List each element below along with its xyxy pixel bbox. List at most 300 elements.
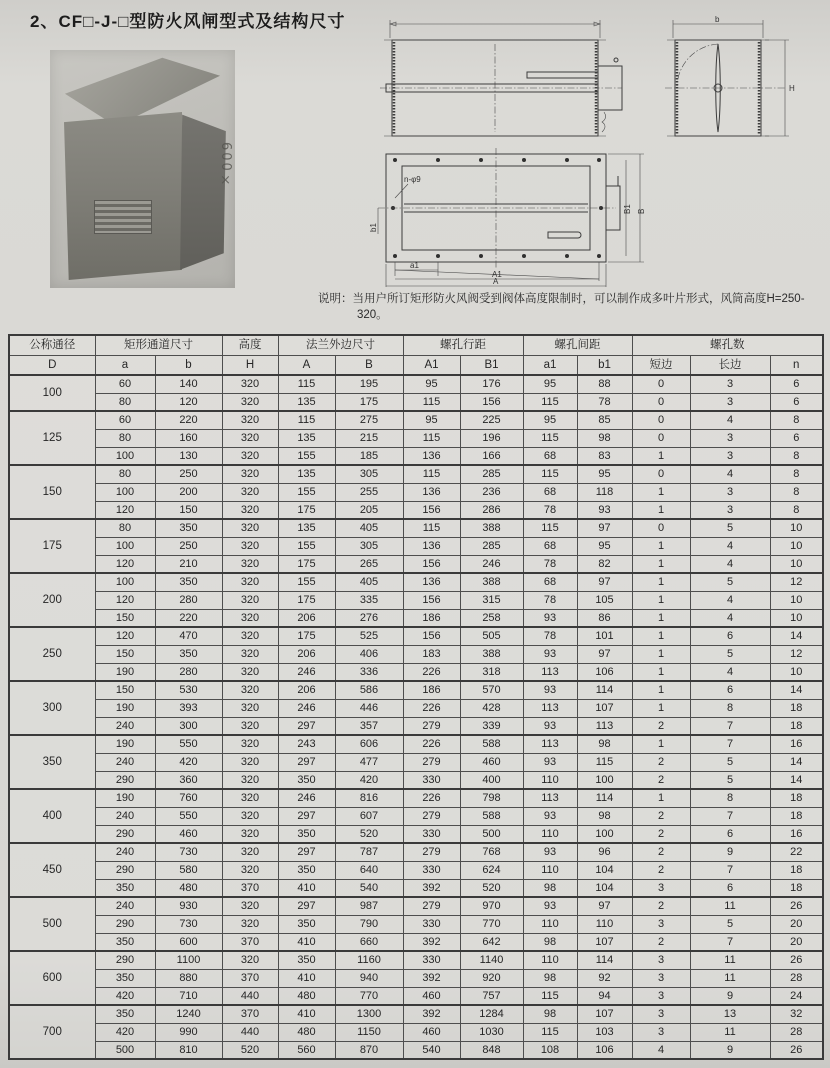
table-cell: 1140 xyxy=(460,951,523,969)
table-cell: 8 xyxy=(690,789,770,807)
table-cell: 320 xyxy=(222,825,278,843)
table-cell: 95 xyxy=(403,375,460,393)
table-cell: 770 xyxy=(335,987,403,1005)
table-cell: 290 xyxy=(95,951,155,969)
table-cell: 114 xyxy=(577,951,632,969)
table-cell: 18 xyxy=(770,861,823,879)
table-cell: 115 xyxy=(577,753,632,771)
table-cell: 98 xyxy=(577,735,632,753)
table-cell: 410 xyxy=(278,933,335,951)
table-cell: 246 xyxy=(278,663,335,681)
table-cell: 1 xyxy=(632,735,690,753)
table-cell: 2 xyxy=(632,897,690,915)
table-cell: 186 xyxy=(403,609,460,627)
table-cell: 285 xyxy=(460,465,523,483)
table-cell: 18 xyxy=(770,807,823,825)
cell-nominal-diameter: 450 xyxy=(9,843,95,897)
table-cell: 297 xyxy=(278,753,335,771)
table-cell: 68 xyxy=(523,573,577,591)
table-cell: 8 xyxy=(770,411,823,429)
table-cell: 1 xyxy=(632,501,690,519)
table-cell: 101 xyxy=(577,627,632,645)
table-cell: 115 xyxy=(523,1023,577,1041)
table-cell: 350 xyxy=(278,915,335,933)
product-photo xyxy=(50,50,235,288)
column-group-header: 公称通径 xyxy=(9,335,95,355)
table-cell: 520 xyxy=(460,879,523,897)
table-cell: 190 xyxy=(95,663,155,681)
table-cell: 250 xyxy=(155,465,222,483)
column-group-header: 法兰外边尺寸 xyxy=(278,335,403,355)
table-cell: 95 xyxy=(577,537,632,555)
note-text: 当用户所订矩形防火风阀受到阀体高度限制时，可以制作成多叶片形式，风筒高度H=250-320。 xyxy=(352,293,805,321)
table-cell: 770 xyxy=(460,915,523,933)
dim-label-A: A xyxy=(493,277,499,286)
table-cell: 93 xyxy=(523,645,577,663)
table-cell: 11 xyxy=(690,951,770,969)
dimension-table-body xyxy=(9,375,823,1059)
table-cell: 240 xyxy=(95,717,155,735)
table-row xyxy=(9,663,823,681)
table-cell: 388 xyxy=(460,573,523,591)
table-cell: 757 xyxy=(460,987,523,1005)
table-cell: 78 xyxy=(577,393,632,411)
table-cell: 6 xyxy=(690,825,770,843)
table-cell: 480 xyxy=(278,987,335,1005)
table-cell: 318 xyxy=(460,663,523,681)
table-row xyxy=(9,699,823,717)
table-cell: 297 xyxy=(278,843,335,861)
table-cell: 940 xyxy=(335,969,403,987)
dim-label-A1: A1 xyxy=(492,270,502,279)
table-cell: 520 xyxy=(335,825,403,843)
table-cell: 18 xyxy=(770,789,823,807)
table-cell: 1 xyxy=(632,609,690,627)
table-cell: 20 xyxy=(770,915,823,933)
dimension-table xyxy=(8,334,824,1060)
note-label: 说明： xyxy=(318,293,353,305)
table-cell: 880 xyxy=(155,969,222,987)
table-cell: 560 xyxy=(278,1041,335,1059)
table-cell: 410 xyxy=(278,969,335,987)
table-cell: 350 xyxy=(155,519,222,537)
table-cell: 175 xyxy=(278,627,335,645)
table-cell: 97 xyxy=(577,645,632,663)
note xyxy=(318,291,823,323)
table-cell: 240 xyxy=(95,753,155,771)
table-cell: 150 xyxy=(95,681,155,699)
table-cell: 3 xyxy=(632,969,690,987)
table-cell: 300 xyxy=(155,717,222,735)
table-cell: 0 xyxy=(632,393,690,411)
table-cell: 88 xyxy=(577,375,632,393)
table-cell: 320 xyxy=(222,699,278,717)
table-cell: 10 xyxy=(770,555,823,573)
table-cell: 279 xyxy=(403,753,460,771)
cell-nominal-diameter: 350 xyxy=(9,735,95,789)
table-cell: 276 xyxy=(335,609,403,627)
table-cell: 68 xyxy=(523,537,577,555)
table-cell: 570 xyxy=(460,681,523,699)
table-row xyxy=(9,465,823,483)
table-cell: 96 xyxy=(577,843,632,861)
column-header: 长边 xyxy=(690,355,770,375)
cell-nominal-diameter: 100 xyxy=(9,375,95,411)
table-cell: 1 xyxy=(632,591,690,609)
table-cell: 95 xyxy=(523,375,577,393)
table-cell: 315 xyxy=(460,591,523,609)
column-header: D xyxy=(9,355,95,375)
table-cell: 9 xyxy=(690,1041,770,1059)
table-cell: 350 xyxy=(278,951,335,969)
table-cell: 150 xyxy=(95,645,155,663)
cell-nominal-diameter: 200 xyxy=(9,573,95,627)
table-cell: 798 xyxy=(460,789,523,807)
table-cell: 226 xyxy=(403,663,460,681)
table-cell: 115 xyxy=(403,393,460,411)
table-cell: 370 xyxy=(222,1005,278,1023)
table-cell: 120 xyxy=(155,393,222,411)
table-cell: 246 xyxy=(460,555,523,573)
table-cell: 0 xyxy=(632,411,690,429)
table-cell: 12 xyxy=(770,645,823,663)
table-cell: 13 xyxy=(690,1005,770,1023)
table-cell: 588 xyxy=(460,735,523,753)
table-cell: 93 xyxy=(523,897,577,915)
table-cell: 1 xyxy=(632,555,690,573)
table-cell: 787 xyxy=(335,843,403,861)
table-cell: 185 xyxy=(335,447,403,465)
table-cell: 103 xyxy=(577,1023,632,1041)
table-cell: 28 xyxy=(770,1023,823,1041)
table-cell: 226 xyxy=(403,699,460,717)
table-header xyxy=(9,335,823,375)
photo-handwritten-mark: 600× xyxy=(218,142,233,190)
table-cell: 10 xyxy=(770,519,823,537)
table-cell: 10 xyxy=(770,609,823,627)
table-row xyxy=(9,393,823,411)
table-cell: 405 xyxy=(335,519,403,537)
table-cell: 4 xyxy=(632,1041,690,1059)
table-cell: 350 xyxy=(95,969,155,987)
table-cell: 166 xyxy=(460,447,523,465)
table-cell: 6 xyxy=(770,393,823,411)
table-cell: 135 xyxy=(278,465,335,483)
table-cell: 730 xyxy=(155,915,222,933)
table-cell: 1 xyxy=(632,699,690,717)
cell-nominal-diameter: 125 xyxy=(9,411,95,465)
table-cell: 460 xyxy=(155,825,222,843)
table-cell: 790 xyxy=(335,915,403,933)
table-cell: 10 xyxy=(770,537,823,555)
table-cell: 104 xyxy=(577,879,632,897)
table-cell: 350 xyxy=(95,879,155,897)
table-cell: 320 xyxy=(222,537,278,555)
table-cell: 1 xyxy=(632,483,690,501)
table-cell: 206 xyxy=(278,609,335,627)
flange-view-drawing xyxy=(368,146,658,288)
table-cell: 22 xyxy=(770,843,823,861)
table-cell: 150 xyxy=(155,501,222,519)
table-cell: 550 xyxy=(155,807,222,825)
table-cell: 460 xyxy=(403,1023,460,1041)
table-cell: 3 xyxy=(632,879,690,897)
table-cell: 93 xyxy=(523,681,577,699)
table-cell: 392 xyxy=(403,879,460,897)
table-cell: 83 xyxy=(577,447,632,465)
table-cell: 360 xyxy=(155,771,222,789)
table-cell: 420 xyxy=(335,771,403,789)
table-cell: 2 xyxy=(632,753,690,771)
table-cell: 406 xyxy=(335,645,403,663)
table-cell: 205 xyxy=(335,501,403,519)
table-row xyxy=(9,951,823,969)
end-view-drawing xyxy=(645,16,805,144)
table-cell: 18 xyxy=(770,699,823,717)
table-cell: 250 xyxy=(155,537,222,555)
column-header: a xyxy=(95,355,155,375)
table-cell: 8 xyxy=(690,699,770,717)
table-cell: 7 xyxy=(690,807,770,825)
column-header: B xyxy=(335,355,403,375)
table-cell: 118 xyxy=(577,483,632,501)
column-header: b xyxy=(155,355,222,375)
table-cell: 155 xyxy=(278,573,335,591)
table-row xyxy=(9,987,823,1005)
table-cell: 320 xyxy=(222,681,278,699)
table-cell: 14 xyxy=(770,753,823,771)
table-cell: 135 xyxy=(278,519,335,537)
table-cell: 470 xyxy=(155,627,222,645)
table-cell: 255 xyxy=(335,483,403,501)
table-row xyxy=(9,627,823,645)
table-cell: 400 xyxy=(460,771,523,789)
table-cell: 6 xyxy=(770,429,823,447)
table-cell: 320 xyxy=(222,555,278,573)
table-cell: 540 xyxy=(403,1041,460,1059)
table-cell: 1240 xyxy=(155,1005,222,1023)
table-row xyxy=(9,735,823,753)
table-cell: 68 xyxy=(523,483,577,501)
table-cell: 393 xyxy=(155,699,222,717)
table-cell: 135 xyxy=(278,429,335,447)
table-cell: 1 xyxy=(632,447,690,465)
table-cell: 4 xyxy=(690,537,770,555)
table-cell: 0 xyxy=(632,465,690,483)
table-cell: 285 xyxy=(460,537,523,555)
table-cell: 460 xyxy=(460,753,523,771)
table-cell: 339 xyxy=(460,717,523,735)
table-cell: 320 xyxy=(222,393,278,411)
table-cell: 78 xyxy=(523,591,577,609)
table-cell: 175 xyxy=(278,555,335,573)
table-cell: 98 xyxy=(577,429,632,447)
dim-label-b: b xyxy=(715,16,720,24)
cell-nominal-diameter: 700 xyxy=(9,1005,95,1059)
table-cell: 930 xyxy=(155,897,222,915)
table-cell: 18 xyxy=(770,879,823,897)
table-cell: 26 xyxy=(770,951,823,969)
table-cell: 320 xyxy=(222,807,278,825)
table-cell: 98 xyxy=(523,933,577,951)
table-cell: 2 xyxy=(632,861,690,879)
table-cell: 105 xyxy=(577,591,632,609)
table-cell: 2 xyxy=(632,843,690,861)
table-cell: 115 xyxy=(523,465,577,483)
table-cell: 1 xyxy=(632,627,690,645)
table-cell: 477 xyxy=(335,753,403,771)
table-cell: 115 xyxy=(523,987,577,1005)
table-cell: 1 xyxy=(632,573,690,591)
table-cell: 660 xyxy=(335,933,403,951)
table-cell: 3 xyxy=(632,1005,690,1023)
table-cell: 290 xyxy=(95,915,155,933)
column-group-header: 螺孔间距 xyxy=(523,335,632,355)
table-cell: 115 xyxy=(278,375,335,393)
table-cell: 100 xyxy=(577,771,632,789)
column-header: H xyxy=(222,355,278,375)
table-cell: 20 xyxy=(770,933,823,951)
table-cell: 990 xyxy=(155,1023,222,1041)
table-cell: 350 xyxy=(155,573,222,591)
table-cell: 115 xyxy=(523,393,577,411)
table-cell: 4 xyxy=(690,609,770,627)
table-cell: 392 xyxy=(403,969,460,987)
table-cell: 320 xyxy=(222,789,278,807)
table-cell: 100 xyxy=(95,537,155,555)
table-cell: 14 xyxy=(770,627,823,645)
table-cell: 320 xyxy=(222,627,278,645)
table-cell: 82 xyxy=(577,555,632,573)
table-cell: 176 xyxy=(460,375,523,393)
table-cell: 80 xyxy=(95,393,155,411)
hole-callout-label: n-φ9 xyxy=(404,175,421,184)
cell-nominal-diameter: 600 xyxy=(9,951,95,1005)
column-group-header: 高度 xyxy=(222,335,278,355)
table-cell: 136 xyxy=(403,537,460,555)
photo-damper-front-face xyxy=(64,112,182,280)
table-cell: 190 xyxy=(95,789,155,807)
table-cell: 1284 xyxy=(460,1005,523,1023)
table-cell: 7 xyxy=(690,735,770,753)
table-cell: 3 xyxy=(632,915,690,933)
cell-nominal-diameter: 500 xyxy=(9,897,95,951)
table-cell: 710 xyxy=(155,987,222,1005)
table-cell: 392 xyxy=(403,933,460,951)
table-cell: 320 xyxy=(222,753,278,771)
table-cell: 330 xyxy=(403,771,460,789)
table-cell: 156 xyxy=(460,393,523,411)
table-cell: 5 xyxy=(690,753,770,771)
table-cell: 110 xyxy=(577,915,632,933)
table-cell: 200 xyxy=(155,483,222,501)
table-cell: 1 xyxy=(632,645,690,663)
table-cell: 297 xyxy=(278,717,335,735)
cell-nominal-diameter: 175 xyxy=(9,519,95,573)
table-cell: 290 xyxy=(95,771,155,789)
column-header: B1 xyxy=(460,355,523,375)
table-cell: 320 xyxy=(222,897,278,915)
table-cell: 0 xyxy=(632,429,690,447)
table-cell: 113 xyxy=(523,699,577,717)
table-cell: 220 xyxy=(155,609,222,627)
table-row xyxy=(9,609,823,627)
table-cell: 730 xyxy=(155,843,222,861)
table-cell: 330 xyxy=(403,825,460,843)
table-cell: 350 xyxy=(95,933,155,951)
table-cell: 330 xyxy=(403,915,460,933)
table-cell: 970 xyxy=(460,897,523,915)
table-cell: 110 xyxy=(523,915,577,933)
photo-damper-grille xyxy=(94,200,152,234)
column-header: a1 xyxy=(523,355,577,375)
table-cell: 420 xyxy=(95,1023,155,1041)
table-cell: 7 xyxy=(690,861,770,879)
table-row xyxy=(9,933,823,951)
table-cell: 305 xyxy=(335,537,403,555)
column-group-header: 矩形通道尺寸 xyxy=(95,335,222,355)
table-cell: 320 xyxy=(222,609,278,627)
table-row xyxy=(9,411,823,429)
table-cell: 175 xyxy=(278,591,335,609)
table-cell: 505 xyxy=(460,627,523,645)
table-cell: 11 xyxy=(690,1023,770,1041)
table-cell: 606 xyxy=(335,735,403,753)
table-cell: 108 xyxy=(523,1041,577,1059)
column-header: b1 xyxy=(577,355,632,375)
table-header-sub-row xyxy=(9,355,823,375)
table-cell: 78 xyxy=(523,627,577,645)
table-row xyxy=(9,501,823,519)
table-cell: 104 xyxy=(577,861,632,879)
table-cell: 107 xyxy=(577,699,632,717)
table-cell: 78 xyxy=(523,501,577,519)
dim-label-b1: b1 xyxy=(369,223,378,232)
table-cell: 92 xyxy=(577,969,632,987)
table-cell: 410 xyxy=(278,1005,335,1023)
table-cell: 586 xyxy=(335,681,403,699)
table-cell: 624 xyxy=(460,861,523,879)
table-cell: 2 xyxy=(632,807,690,825)
table-cell: 135 xyxy=(278,393,335,411)
table-cell: 330 xyxy=(403,951,460,969)
table-cell: 4 xyxy=(690,663,770,681)
table-cell: 607 xyxy=(335,807,403,825)
table-cell: 460 xyxy=(403,987,460,1005)
table-cell: 7 xyxy=(690,933,770,951)
table-cell: 3 xyxy=(690,393,770,411)
table-cell: 183 xyxy=(403,645,460,663)
table-cell: 115 xyxy=(523,429,577,447)
table-cell: 320 xyxy=(222,861,278,879)
table-cell: 240 xyxy=(95,897,155,915)
table-cell: 5 xyxy=(690,573,770,591)
table-cell: 100 xyxy=(577,825,632,843)
table-cell: 155 xyxy=(278,447,335,465)
cell-nominal-diameter: 150 xyxy=(9,465,95,519)
table-cell: 388 xyxy=(460,645,523,663)
table-cell: 156 xyxy=(403,555,460,573)
table-cell: 5 xyxy=(690,915,770,933)
table-cell: 1160 xyxy=(335,951,403,969)
table-cell: 190 xyxy=(95,735,155,753)
table-cell: 246 xyxy=(278,789,335,807)
table-cell: 14 xyxy=(770,771,823,789)
table-cell: 4 xyxy=(690,555,770,573)
table-cell: 280 xyxy=(155,591,222,609)
table-cell: 115 xyxy=(523,519,577,537)
table-cell: 32 xyxy=(770,1005,823,1023)
